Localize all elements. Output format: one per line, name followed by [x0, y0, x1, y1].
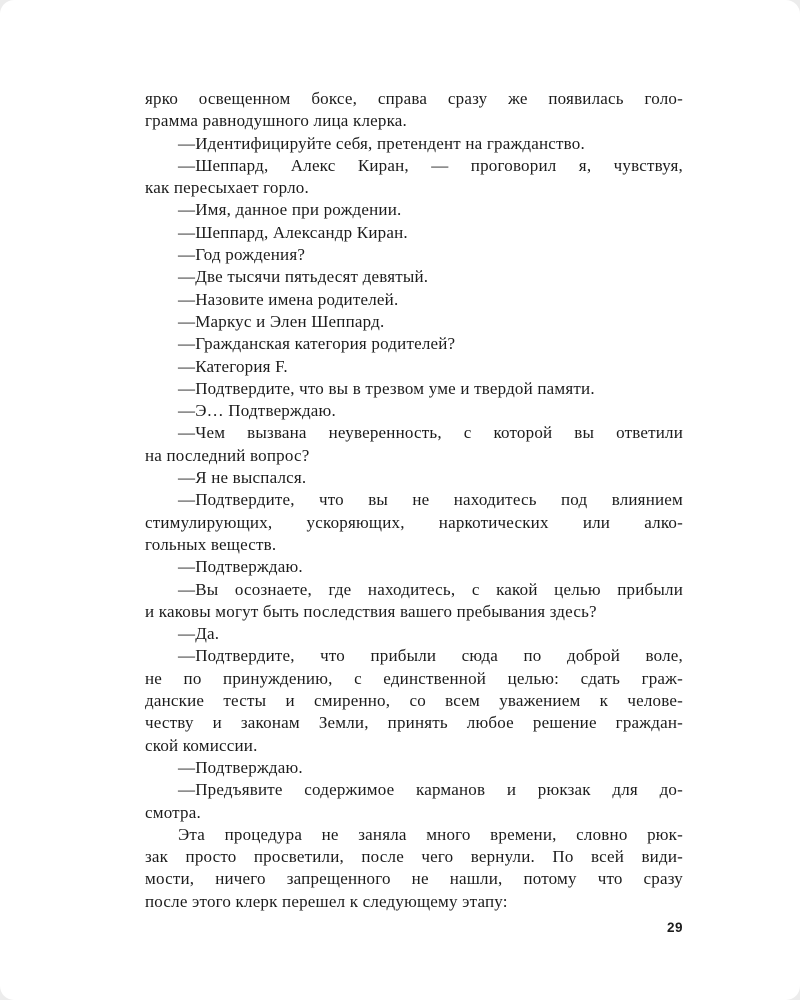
- text-line: смотра.: [145, 802, 201, 822]
- page-number: 29: [666, 920, 683, 935]
- text-line: —Две тысячи пятьдесят девятый.: [178, 267, 429, 287]
- text-line: —Имя, данное при рождении.: [178, 200, 402, 220]
- text-line: —Подтвердите, что вы в трезвом уме и твердой памяти.: [178, 378, 595, 398]
- text-line: честву и законам Земли, принять любое решение граждан-: [145, 713, 683, 733]
- text-line: ской комиссии.: [145, 735, 258, 755]
- text-line: —Вы осознаете, где находитесь, с какой целью прибыли: [178, 579, 683, 599]
- text-line: —Чем вызвана неуверенность, с которой вы ответили: [178, 423, 683, 443]
- text-line: —Я не выспался.: [178, 468, 307, 488]
- text-line: —Назовите имена родителей.: [178, 289, 399, 309]
- text-line: мости, ничего запрещенного не нашли, потому что сразу: [145, 869, 683, 889]
- text-line: —Категория F.: [178, 356, 288, 376]
- text-line: грамма равнодушного лица клерка.: [145, 111, 407, 131]
- text-line: —Маркус и Элен Шеппард.: [178, 311, 385, 331]
- text-line: гольных веществ.: [145, 534, 277, 554]
- text-line: —Предъявите содержимое карманов и рюкзак для до-: [178, 780, 683, 800]
- text-line: ярко освещенном боксе, справа сразу же появилась голо-: [145, 89, 683, 108]
- text-line: —Подтвердите, что прибыли сюда по доброй воле,: [178, 646, 683, 666]
- text-line: не по принуждению, с единственной целью: сдать граж-: [145, 668, 683, 688]
- text-line: на последний вопрос?: [145, 445, 310, 465]
- text-line: —Идентифицируйте себя, претендент на гражданство.: [178, 133, 585, 153]
- text-line: —Подтвердите, что вы не находитесь под влиянием: [178, 490, 683, 510]
- text-line: данские тесты и смиренно, со всем уважением к челове-: [145, 691, 683, 711]
- text-line: зак просто просветили, после чего вернули. По всей види-: [145, 847, 683, 867]
- text-line: стимулирующих, ускоряющих, наркотических или алко-: [145, 512, 683, 532]
- text-line: —Подтверждаю.: [178, 757, 303, 777]
- text-line: —Год рождения?: [178, 245, 306, 265]
- text-line: —Шеппард, Алекс Киран, — проговорил я, чувствуя,: [178, 155, 683, 175]
- text-line: —Гражданская категория родителей?: [178, 334, 456, 354]
- text-line: и каковы могут быть последствия вашего пребывания здесь?: [145, 601, 597, 621]
- text-block: [145, 88, 683, 913]
- text-line: —Шеппард, Александр Киран.: [178, 222, 408, 242]
- text-line: —Подтверждаю.: [178, 557, 303, 577]
- text-line: как пересыхает горло.: [145, 178, 309, 198]
- text-line: Эта процедура не заняла много времени, словно рюк-: [178, 824, 683, 844]
- text-line: после этого клерк перешел к следующему этапу:: [145, 891, 508, 911]
- text-line: —Э… Подтверждаю.: [178, 401, 336, 421]
- text-line: —Да.: [178, 624, 220, 644]
